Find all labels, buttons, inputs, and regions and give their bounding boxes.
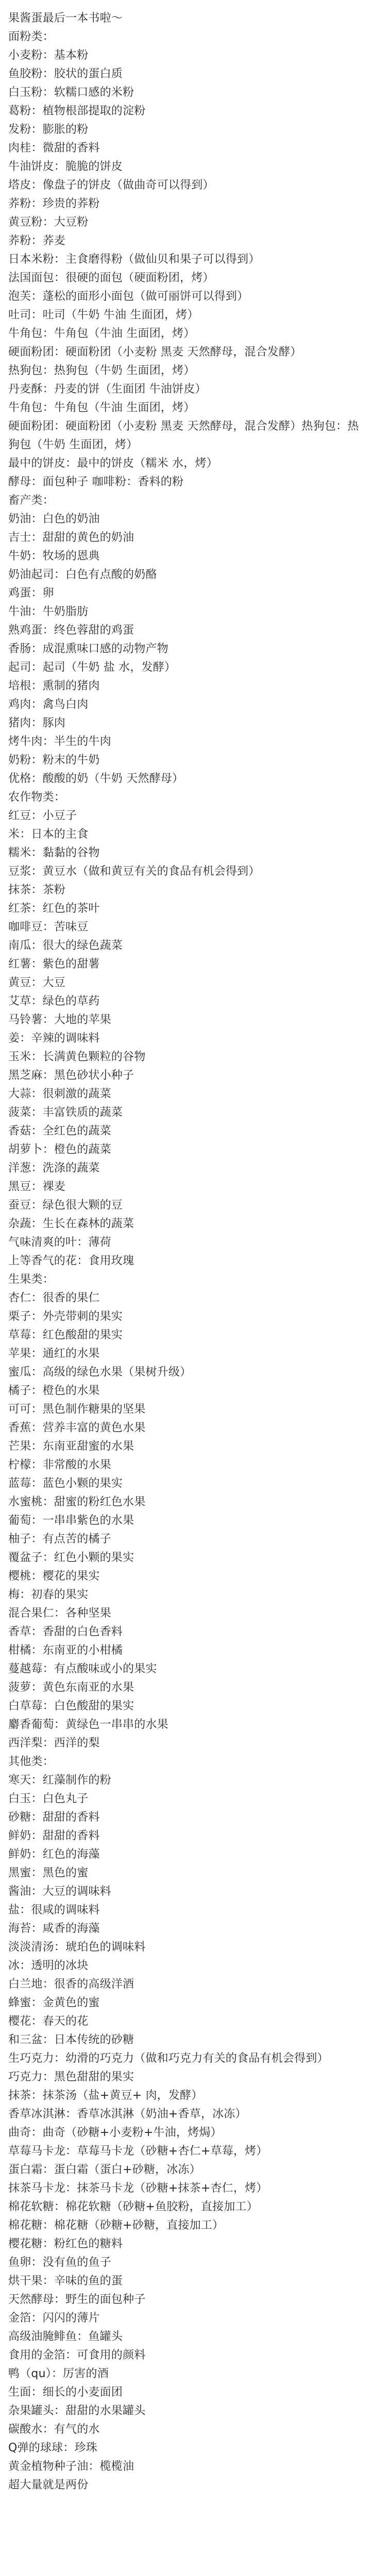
post-line: 黑蜜：黑色的蜜 [8, 1867, 89, 1879]
post-line: 上等香气的花：食用玫瑰 [8, 1255, 134, 1267]
post-line: 柑橘：东南亚的小柑橘 [8, 1644, 123, 1657]
post-line: 鸡蛋：卵 [8, 587, 54, 600]
post-line: 起司：起司（牛奶 盐 水，发酵） [8, 661, 176, 674]
post-line: 南瓜：很大的绿色蔬菜 [8, 939, 123, 952]
post-line: 蓝莓：蓝色小颗的果实 [8, 1477, 123, 1490]
post-line: 杏仁：很香的果仁 [8, 1292, 100, 1304]
post-line: 发粉：膨胀的粉 [8, 123, 89, 136]
post-line: 红豆：小豆子 [8, 809, 77, 822]
post-line: 荞粉：荞麦 [8, 234, 66, 247]
post-line: 樱桃：樱花的果实 [8, 1570, 100, 1583]
post-line: 畜产类： [8, 494, 54, 507]
post-line: 草莓：红色酸甜的果实 [8, 1329, 123, 1342]
post-line: 蛋白霜：蛋白霜（蛋白+砂糖，冰冻） [8, 2163, 201, 2176]
post-line: 葡萄：一串串紫色的水果 [8, 1514, 134, 1527]
post-line: 淡淡清汤：琥珀色的调味料 [8, 1941, 146, 1954]
post-line: 蔓越莓：有点酸味或小的果实 [8, 1663, 157, 1675]
post-line: 香草冰淇淋：香草冰淇淋（奶油+香草，冰冻） [8, 2108, 247, 2121]
post-line: 海苔：咸香的海藻 [8, 1922, 100, 1935]
post-line: 西洋梨：西洋的梨 [8, 1737, 100, 1750]
post-line: 白玉：白色丸子 [8, 1792, 89, 1805]
post-line: 玉米：长满黄色颗粒的谷物 [8, 1050, 146, 1063]
post-line: 日本米粉：主食磨得粉（做仙贝和果子可以得到） [8, 253, 260, 266]
post-line: 洋葱：洗涤的蔬菜 [8, 1162, 100, 1175]
post-line: 橘子：橙色的水果 [8, 1384, 100, 1397]
post-line: 黄金植物种子油：榄榄油 [8, 2460, 134, 2473]
post-line: 法国面包：很硬的面包（硬面粉团，烤） [8, 272, 214, 284]
post-line: 吉士：甜甜的黄色的奶油 [8, 531, 134, 544]
post-line: 果酱蛋最后一本书啦～ [8, 12, 123, 25]
post-line: 牛角包：牛角包（牛油 生面团，烤） [8, 327, 195, 340]
post-line: 牛奶：牧场的恩典 [8, 550, 100, 563]
post-line: 奶油：白色的奶油 [8, 513, 100, 526]
post-line: 烤牛肉：半生的牛肉 [8, 735, 111, 748]
post-line: 培根：熏制的猪肉 [8, 680, 100, 692]
post-line: 优格：酸酸的奶（牛奶 天然酵母） [8, 772, 184, 785]
post-line: 鸭（qu）：厉害的酒 [8, 2367, 109, 2380]
post-line: 香菇：全红色的蔬菜 [8, 1125, 111, 1138]
post-line: 麝香葡萄：黄绿色一串串的水果 [8, 1718, 168, 1731]
post-line: 酱油：大豆的调味料 [8, 1885, 111, 1898]
post-line: 天然酵母：野生的面包种子 [8, 2293, 146, 2306]
post-line: 香肠：成混熏味口感的动物产物 [8, 642, 168, 655]
post-line: 黄豆：大豆 [8, 976, 66, 989]
post-line: 硬面粉团：硬面粉团（小麦粉 黑麦 天然酵母，混合发酵）热狗包：热狗包（牛奶 生面团，烤） [8, 420, 359, 451]
post-line: 超大量就是两份 [8, 2479, 89, 2492]
post-line: 曲奇：曲奇（砂糖+小麦粉+牛油，烤焗） [8, 2126, 222, 2139]
post-line: 鲜奶：红色的海藻 [8, 1848, 100, 1861]
post-line: 鱼卵：没有鱼的鱼子 [8, 2256, 111, 2269]
post-line: 生果类： [8, 1273, 54, 1286]
post-line: 生巧克力：幼滑的巧克力（做和巧克力有关的食品有机会得到） [8, 2052, 329, 2065]
post-line: 杂果罐头：甜甜的水果罐头 [8, 2404, 146, 2417]
post-line: 鱼胶粉：胶状的蛋白质 [8, 67, 123, 80]
post-line: 马铃薯：大地的苹果 [8, 1013, 111, 1026]
post-line: 生面：细长的小麦面团 [8, 2386, 123, 2399]
post-line: 其他类： [8, 1755, 54, 1768]
post-line: 艾草：绿色的草药 [8, 995, 100, 1008]
post-line: 栗子：外壳带刺的果实 [8, 1310, 123, 1323]
post-line: 混合果仁：各种坚果 [8, 1607, 111, 1620]
post-line: 柠檬：非常酸的水果 [8, 1459, 111, 1471]
post-line: 糯米：黏黏的谷物 [8, 846, 100, 859]
post-line: 砂糖：甜甜的香料 [8, 1811, 100, 1824]
post-line: 红薯：紫色的甜薯 [8, 958, 100, 971]
post-line: 抹茶：抹茶汤（盐+黄豆+ 肉，发酵） [8, 2089, 203, 2102]
post-line: 抹茶马卡龙：抹茶马卡龙（砂糖+抹茶+杏仁，烤） [8, 2182, 268, 2195]
post-line: 葛粉：植物根部提取的淀粉 [8, 105, 146, 117]
post-line: 碳酸水：有气的水 [8, 2423, 100, 2436]
post-line: 苹果：通红的水果 [8, 1347, 100, 1360]
post-line: 棉花糖：棉花糖（砂糖+砂糖，直接加工） [8, 2219, 224, 2232]
post-line: 樱花糖：粉红色的糖料 [8, 2238, 123, 2250]
post-line: 香蕉：营养丰富的黄色水果 [8, 1421, 146, 1434]
post-line: 菠萝：黄色东南亚的水果 [8, 1681, 134, 1694]
post-line: 覆盆子：红色小颗的果实 [8, 1551, 134, 1564]
post-line: 牛油：牛奶脂肪 [8, 605, 89, 618]
post-line: 草莓马卡龙：草莓马卡龙（砂糖+杏仁+草莓，烤） [8, 2145, 268, 2158]
post-line: 奶油起司：白色有点酸的奶酪 [8, 568, 157, 581]
post-line: 杂蔬：生长在森林的蔬菜 [8, 1217, 134, 1230]
post-line: 巧克力：黑色甜甜的果实 [8, 2071, 134, 2083]
post-line: 大蒜：很刺激的蔬菜 [8, 1088, 111, 1100]
post-line: 泡芙：蓬松的面形小面包（做可丽饼可以得到） [8, 290, 249, 303]
post-line: 鲜奶：甜甜的香料 [8, 1829, 100, 1842]
post-line: 烘干果：辛味的鱼的蛋 [8, 2275, 123, 2287]
post-line: 面粉类： [8, 30, 54, 43]
post-line: 姜：辛辣的调味料 [8, 1032, 100, 1045]
post-line: 气味清爽的叶：薄荷 [8, 1236, 111, 1249]
post-line: 小麦粉：基本粉 [8, 49, 89, 62]
post-line: 金箔：闪闪的薄片 [8, 2312, 100, 2325]
post-line: 胡萝卜：橙色的蔬菜 [8, 1143, 111, 1156]
post-line: 热狗包：热狗包（牛奶 生面团，烤） [8, 364, 195, 377]
post-line: 熟鸡蛋：终色蓉甜的鸡蛋 [8, 624, 134, 637]
post-line: 黑豆：裸麦 [8, 1180, 66, 1193]
post-line: 蜜瓜：高级的绿色水果（果树升级） [8, 1366, 192, 1379]
post-line: 鸡肉：禽鸟白肉 [8, 698, 89, 711]
post-line: 棉花软糖：棉花软糖（砂糖+鱼胶粉，直接加工） [8, 2200, 258, 2213]
post-line: 抹茶：茶粉 [8, 884, 66, 896]
post-line: 酵母：面包种子 咖啡粉：香料的粉 [8, 476, 184, 488]
post-line: 牛角包：牛角包（牛油 生面团，烤） [8, 401, 195, 414]
post-line: Q弹的球球：珍珠 [8, 2442, 97, 2454]
post-line: 和三盆：日本传统的砂糖 [8, 2033, 134, 2046]
post-body [8, 9, 364, 2495]
post-line: 最中的饼皮：最中的饼皮（糯米 水，烤） [8, 457, 218, 470]
post-line: 梅：初春的果实 [8, 1588, 89, 1601]
post-line: 咖啡豆：苦味豆 [8, 921, 89, 934]
post-line: 肉桂：微甜的香料 [8, 142, 100, 155]
post-line: 塔皮：像盘子的饼皮（做曲奇可以得到） [8, 179, 214, 192]
post-line: 食用的金箔：可食用的颜料 [8, 2349, 146, 2362]
post-line: 樱花：春天的花 [8, 2015, 89, 2028]
post-line: 猪肉：豚肉 [8, 717, 66, 730]
post-line: 荞粉：珍贵的荞粉 [8, 197, 100, 210]
post-line: 米：日本的主食 [8, 828, 89, 841]
post-line: 白兰地：很香的高级洋酒 [8, 1978, 134, 1991]
post-line: 盐：很咸的调味料 [8, 1904, 100, 1917]
post-line: 黄豆粉：大豆粉 [8, 216, 89, 229]
post-line: 白玉粉：软糯口感的米粉 [8, 86, 134, 99]
post-line: 牛油饼皮：脆脆的饼皮 [8, 160, 123, 173]
post-line: 菠菜：丰富铁质的蔬菜 [8, 1106, 123, 1119]
post-line: 水蜜桃：甜蜜的粉红色水果 [8, 1496, 146, 1509]
post-line: 可可：黑色制作糖果的坚果 [8, 1403, 146, 1416]
post-line: 硬面粉团：硬面粉团（小麦粉 黑麦 天然酵母，混合发酵） [8, 346, 302, 359]
post-line: 红茶：红色的茶叶 [8, 902, 100, 915]
post-line: 寒天：红藻制作的粉 [8, 1774, 111, 1787]
post-line: 蜂蜜：金黄色的蜜 [8, 1996, 100, 2009]
post-line: 吐司：吐司（牛奶 牛油 生面团，烤） [8, 309, 199, 321]
post-line: 芒果：东南亚甜蜜的水果 [8, 1440, 134, 1453]
post-line: 蚕豆：绿色很大颗的豆 [8, 1199, 123, 1212]
post-line: 黑芝麻：黑色砂状小种子 [8, 1069, 134, 1082]
post-line: 白草莓：白色酸甜的果实 [8, 1700, 134, 1713]
post-line: 丹麦酥：丹麦的饼（生面团 牛油饼皮） [8, 383, 207, 396]
post-line: 奶粉：粉末的牛奶 [8, 754, 100, 767]
post-line: 豆浆：黄豆水（做和黄豆有关的食品有机会得到） [8, 865, 260, 878]
post-line: 冰：透明的冰块 [8, 1959, 89, 1972]
post-line: 农作物类： [8, 791, 66, 804]
post-line: 柚子：有点苦的橘子 [8, 1533, 111, 1546]
post-line: 香草：香甜的白色香料 [8, 1625, 123, 1638]
post-line: 高级油腌鲱鱼：鱼罐头 [8, 2330, 123, 2343]
